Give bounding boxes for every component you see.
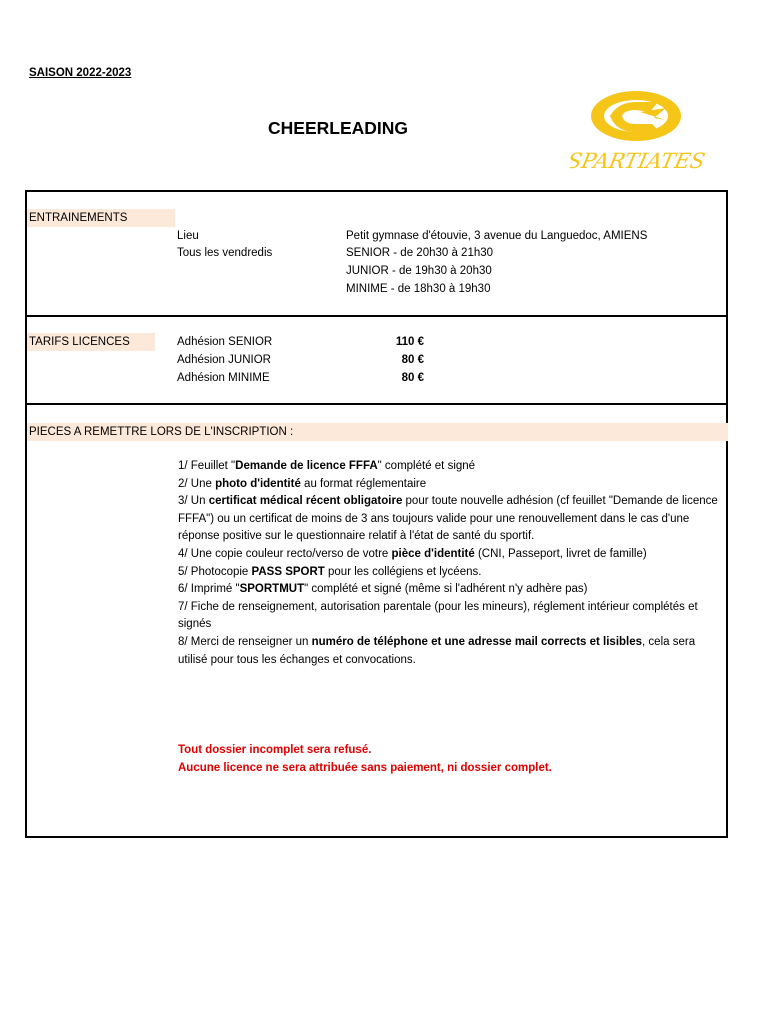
list-item-text: au format réglementaire — [300, 477, 427, 490]
list-item-text: (CNI, Passeport, livret de famille) — [474, 547, 647, 560]
list-item-text: 3/ Un — [178, 495, 209, 508]
entrainement-right: SENIOR - de 20h30 à 21h30 — [346, 247, 494, 259]
list-item-text: 7/ Fiche de renseignement, autorisation parentale (pour les mineurs), réglement intérieur complétés et signés — [178, 600, 698, 631]
list-item-text: 6/ Imprimé " — [178, 583, 240, 596]
spartiates-logo-graphic — [570, 86, 710, 178]
list-item-bold-text: photo d'identité — [215, 477, 301, 490]
list-item-text: " complété et signé — [377, 460, 476, 472]
list-item — [178, 599, 718, 634]
tarif-name: Adhésion JUNIOR — [177, 354, 271, 366]
section-label-pieces: PIECES A REMETTRE LORS DE L'INSCRIPTION : — [27, 423, 728, 441]
list-item — [178, 476, 718, 494]
svg-text:SPARTIATES: SPARTIATES — [570, 149, 708, 174]
list-item — [178, 493, 718, 546]
tarif-price: 80 € — [401, 372, 424, 384]
entrainement-left: Tous les vendredis — [177, 247, 273, 259]
list-item-bold-text: PASS SPORT — [251, 565, 325, 578]
list-item — [178, 564, 718, 582]
pieces-list — [178, 458, 718, 669]
list-item — [178, 581, 718, 599]
season-label: SAISON 2022-2023 — [29, 67, 132, 79]
section-divider — [25, 315, 728, 317]
section-label-entrainements: ENTRAINEMENTS — [27, 209, 175, 227]
list-item-bold-text: pièce d'identité — [391, 547, 475, 560]
warnings — [178, 741, 552, 777]
list-item — [178, 634, 718, 669]
warning-text: Tout dossier incomplet sera refusé. — [178, 744, 372, 756]
entrainement-right: MINIME - de 18h30 à 19h30 — [346, 283, 491, 295]
list-item-text: 2/ Une — [178, 477, 216, 490]
list-item-text: " complété et signé (même si l'adhérent n'y adhère pas) — [304, 583, 588, 596]
warning-text: Aucune licence ne sera attribuée sans paiement, ni dossier complet. — [178, 762, 552, 774]
list-item-bold-text: numéro de téléphone et une adresse mail corrects et lisibles — [311, 635, 643, 648]
tarif-price: 110 € — [395, 336, 424, 348]
section-divider — [25, 403, 728, 405]
list-item-text: 5/ Photocopie — [178, 565, 252, 578]
list-item-bold-text: Demande de licence FFFA — [235, 460, 378, 472]
entrainement-right: Petit gymnase d'étouvie, 3 avenue du Languedoc, AMIENS — [346, 230, 648, 242]
list-item-text: 4/ Une copie couleur recto/verso de votre — [178, 547, 392, 560]
spartiates-logo — [570, 86, 710, 178]
list-item-text: pour les collégiens et lycéens. — [324, 565, 482, 578]
tarif-name: Adhésion MINIME — [177, 372, 270, 384]
list-item-text: , cela sera utilisé pour tous les échanges et convocations. — [178, 635, 696, 666]
entrainement-right: JUNIOR - de 19h30 à 20h30 — [346, 265, 492, 277]
list-item-text: pour toute nouvelle adhésion (cf feuillet "Demande de licence FFFA") ou un certificat de moins de 3 ans toujours valide pour une renouvellement dans le cas d'une réponse positive sur le questionnaire relatif à l'état de santé du sportif. — [178, 495, 718, 543]
list-item-bold-text: certificat médical récent obligatoire — [208, 495, 403, 508]
list-item-text: 8/ Merci de renseigner un — [178, 635, 312, 648]
entrainement-left: Lieu — [177, 230, 199, 242]
list-item-text: 1/ Feuillet " — [178, 460, 236, 472]
section-label-tarifs: TARIFS LICENCES — [27, 333, 155, 351]
list-item — [178, 458, 718, 476]
list-item-bold-text: SPORTMUT — [239, 583, 305, 596]
tarif-name: Adhésion SENIOR — [177, 336, 273, 348]
tarif-price: 80 € — [401, 354, 424, 366]
page-title: CHEERLEADING — [268, 118, 409, 138]
list-item — [178, 546, 718, 564]
